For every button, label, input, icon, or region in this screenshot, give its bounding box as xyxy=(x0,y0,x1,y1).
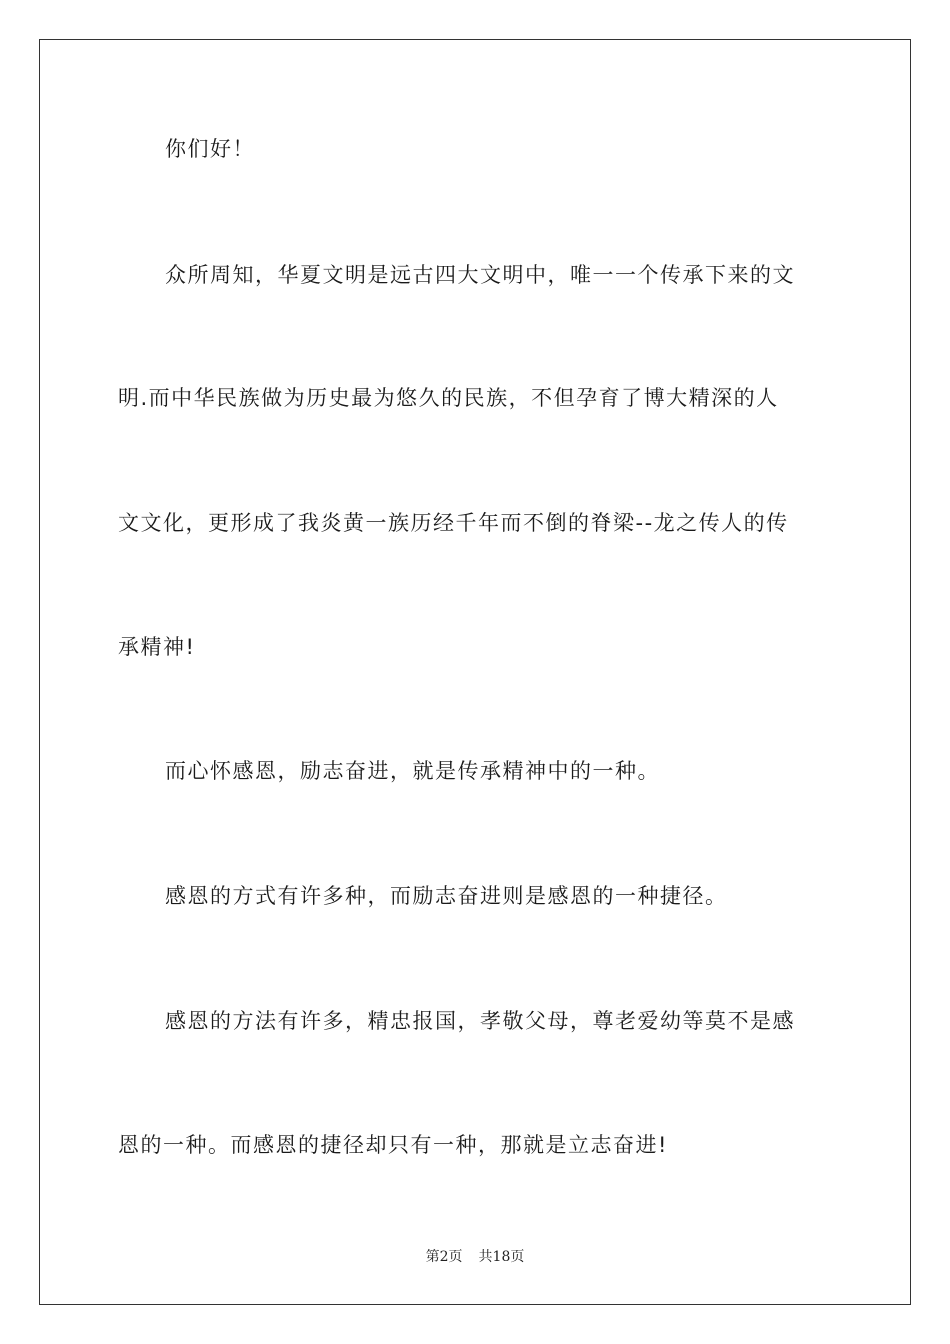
paragraph-2-line-1: 而心怀感恩，励志奋进，就是传承精神中的一种。 xyxy=(165,759,660,783)
paragraph-4-line-1: 感恩的方法有许多，精忠报国，孝敬父母，尊老爱幼等莫不是感 xyxy=(165,1009,795,1033)
total-pages: 共18页 xyxy=(478,1249,525,1265)
paragraph-1-line-1: 众所周知，华夏文明是远古四大文明中，唯一一个传承下来的文 xyxy=(165,263,795,287)
paragraph-1-line-4: 承精神! xyxy=(118,635,196,659)
paragraph-4-line-2: 恩的一种。而感恩的捷径却只有一种，那就是立志奋进! xyxy=(118,1133,668,1157)
greeting-line: 你们好！ xyxy=(165,137,255,161)
paragraph-3-line-1: 感恩的方式有许多种，而励志奋进则是感恩的一种捷径。 xyxy=(165,884,728,908)
page-footer xyxy=(0,1246,950,1266)
page-number: 第2页 xyxy=(425,1249,463,1265)
paragraph-1-line-2: 明.而中华民族做为历史最为悠久的民族，不但孕育了博大精深的人 xyxy=(118,386,779,410)
page-border xyxy=(39,39,911,1305)
paragraph-1-line-3: 文文化，更形成了我炎黄一族历经千年而不倒的脊梁--龙之传人的传 xyxy=(118,511,789,535)
